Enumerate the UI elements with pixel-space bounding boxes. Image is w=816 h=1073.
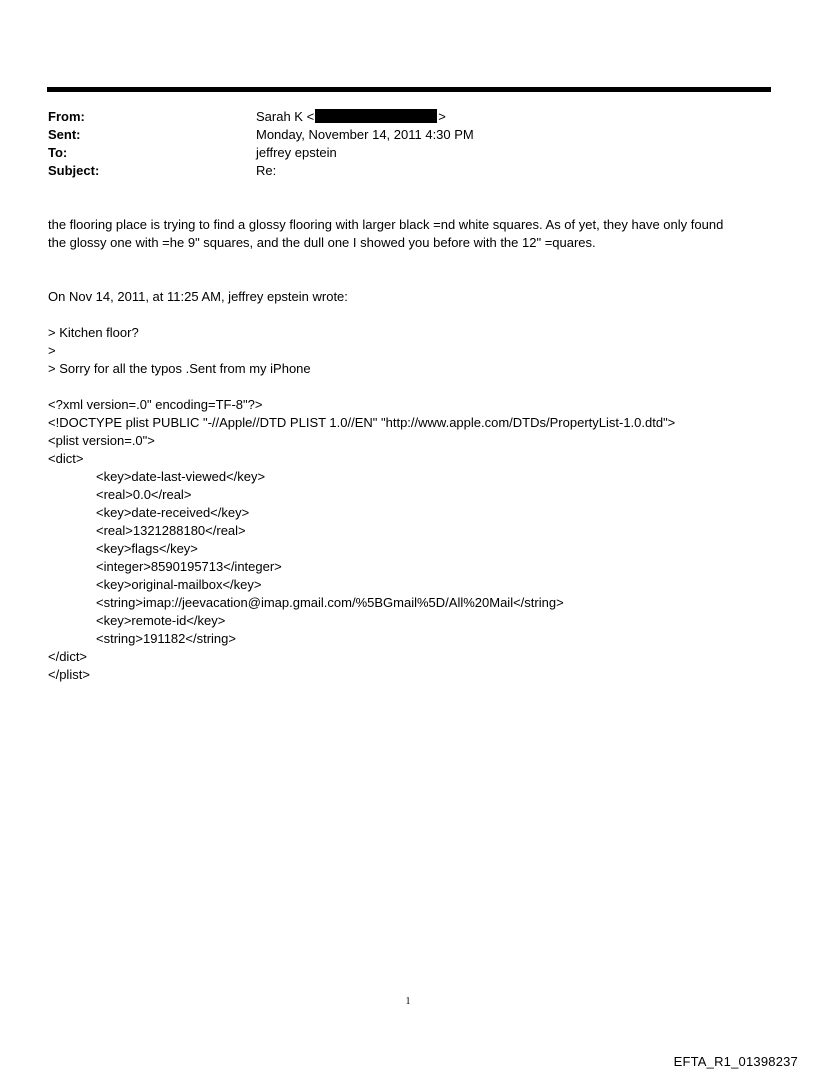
xml-line: <plist version=.0">: [48, 433, 155, 448]
body-paragraph-line-1: the flooring place is trying to find a glossy flooring with larger black =nd white squares. As of yet, they have only found: [48, 217, 724, 232]
xml-line: <dict>: [48, 451, 84, 466]
xml-indented-line: <key>flags</key>: [96, 541, 198, 556]
xml-indented-line: <key>original-mailbox</key>: [96, 577, 262, 592]
from-label: From:: [48, 109, 85, 124]
xml-indented-line: <key>date-last-viewed</key>: [96, 469, 266, 484]
xml-indented-line: <real>0.0</real>: [96, 487, 192, 502]
subject-value: Re:: [256, 163, 277, 178]
xml-indented-line: <key>date-received</key>: [96, 505, 250, 520]
page-number: 1: [405, 996, 411, 1007]
document-id: EFTA_R1_01398237: [673, 1054, 798, 1069]
xml-indented-line: <key>remote-id</key>: [96, 613, 226, 628]
xml-indented-line: <real>1321288180</real>: [96, 523, 246, 538]
to-label: To:: [48, 145, 68, 160]
from-value: [256, 108, 446, 126]
to-value: jeffrey epstein: [256, 145, 337, 160]
sent-label: Sent:: [48, 127, 81, 142]
xml-line: <?xml version=.0" encoding=TF-8"?>: [48, 397, 263, 412]
from-name: Sarah K <: [256, 109, 315, 124]
xml-closing-line: </plist>: [48, 667, 90, 682]
xml-indented-line: <integer>8590195713</integer>: [96, 559, 282, 574]
redaction-block: [315, 109, 437, 123]
subject-label: Subject:: [48, 163, 100, 178]
quoted-line: >: [48, 343, 56, 358]
quoted-line: > Sorry for all the typos .Sent from my iPhone: [48, 361, 311, 376]
quote-intro: On Nov 14, 2011, at 11:25 AM, jeffrey epstein wrote:: [48, 289, 348, 304]
xml-indented-line: <string>191182</string>: [96, 631, 236, 646]
xml-closing-line: </dict>: [48, 649, 88, 664]
from-bracket: >: [438, 109, 446, 124]
quoted-line: > Kitchen floor?: [48, 325, 139, 340]
body-paragraph-line-2: the glossy one with =he 9" squares, and the dull one I showed you before with the 12" =quares.: [48, 235, 596, 250]
header-rule: [47, 87, 771, 92]
xml-indented-line: <string>imap://jeevacation@imap.gmail.com/%5BGmail%5D/All%20Mail</string>: [96, 595, 564, 610]
xml-line: <!DOCTYPE plist PUBLIC "-//Apple//DTD PLIST 1.0//EN" "http://www.apple.com/DTDs/PropertyList-1.0.dtd">: [48, 415, 676, 430]
sent-value: Monday, November 14, 2011 4:30 PM: [256, 127, 474, 142]
